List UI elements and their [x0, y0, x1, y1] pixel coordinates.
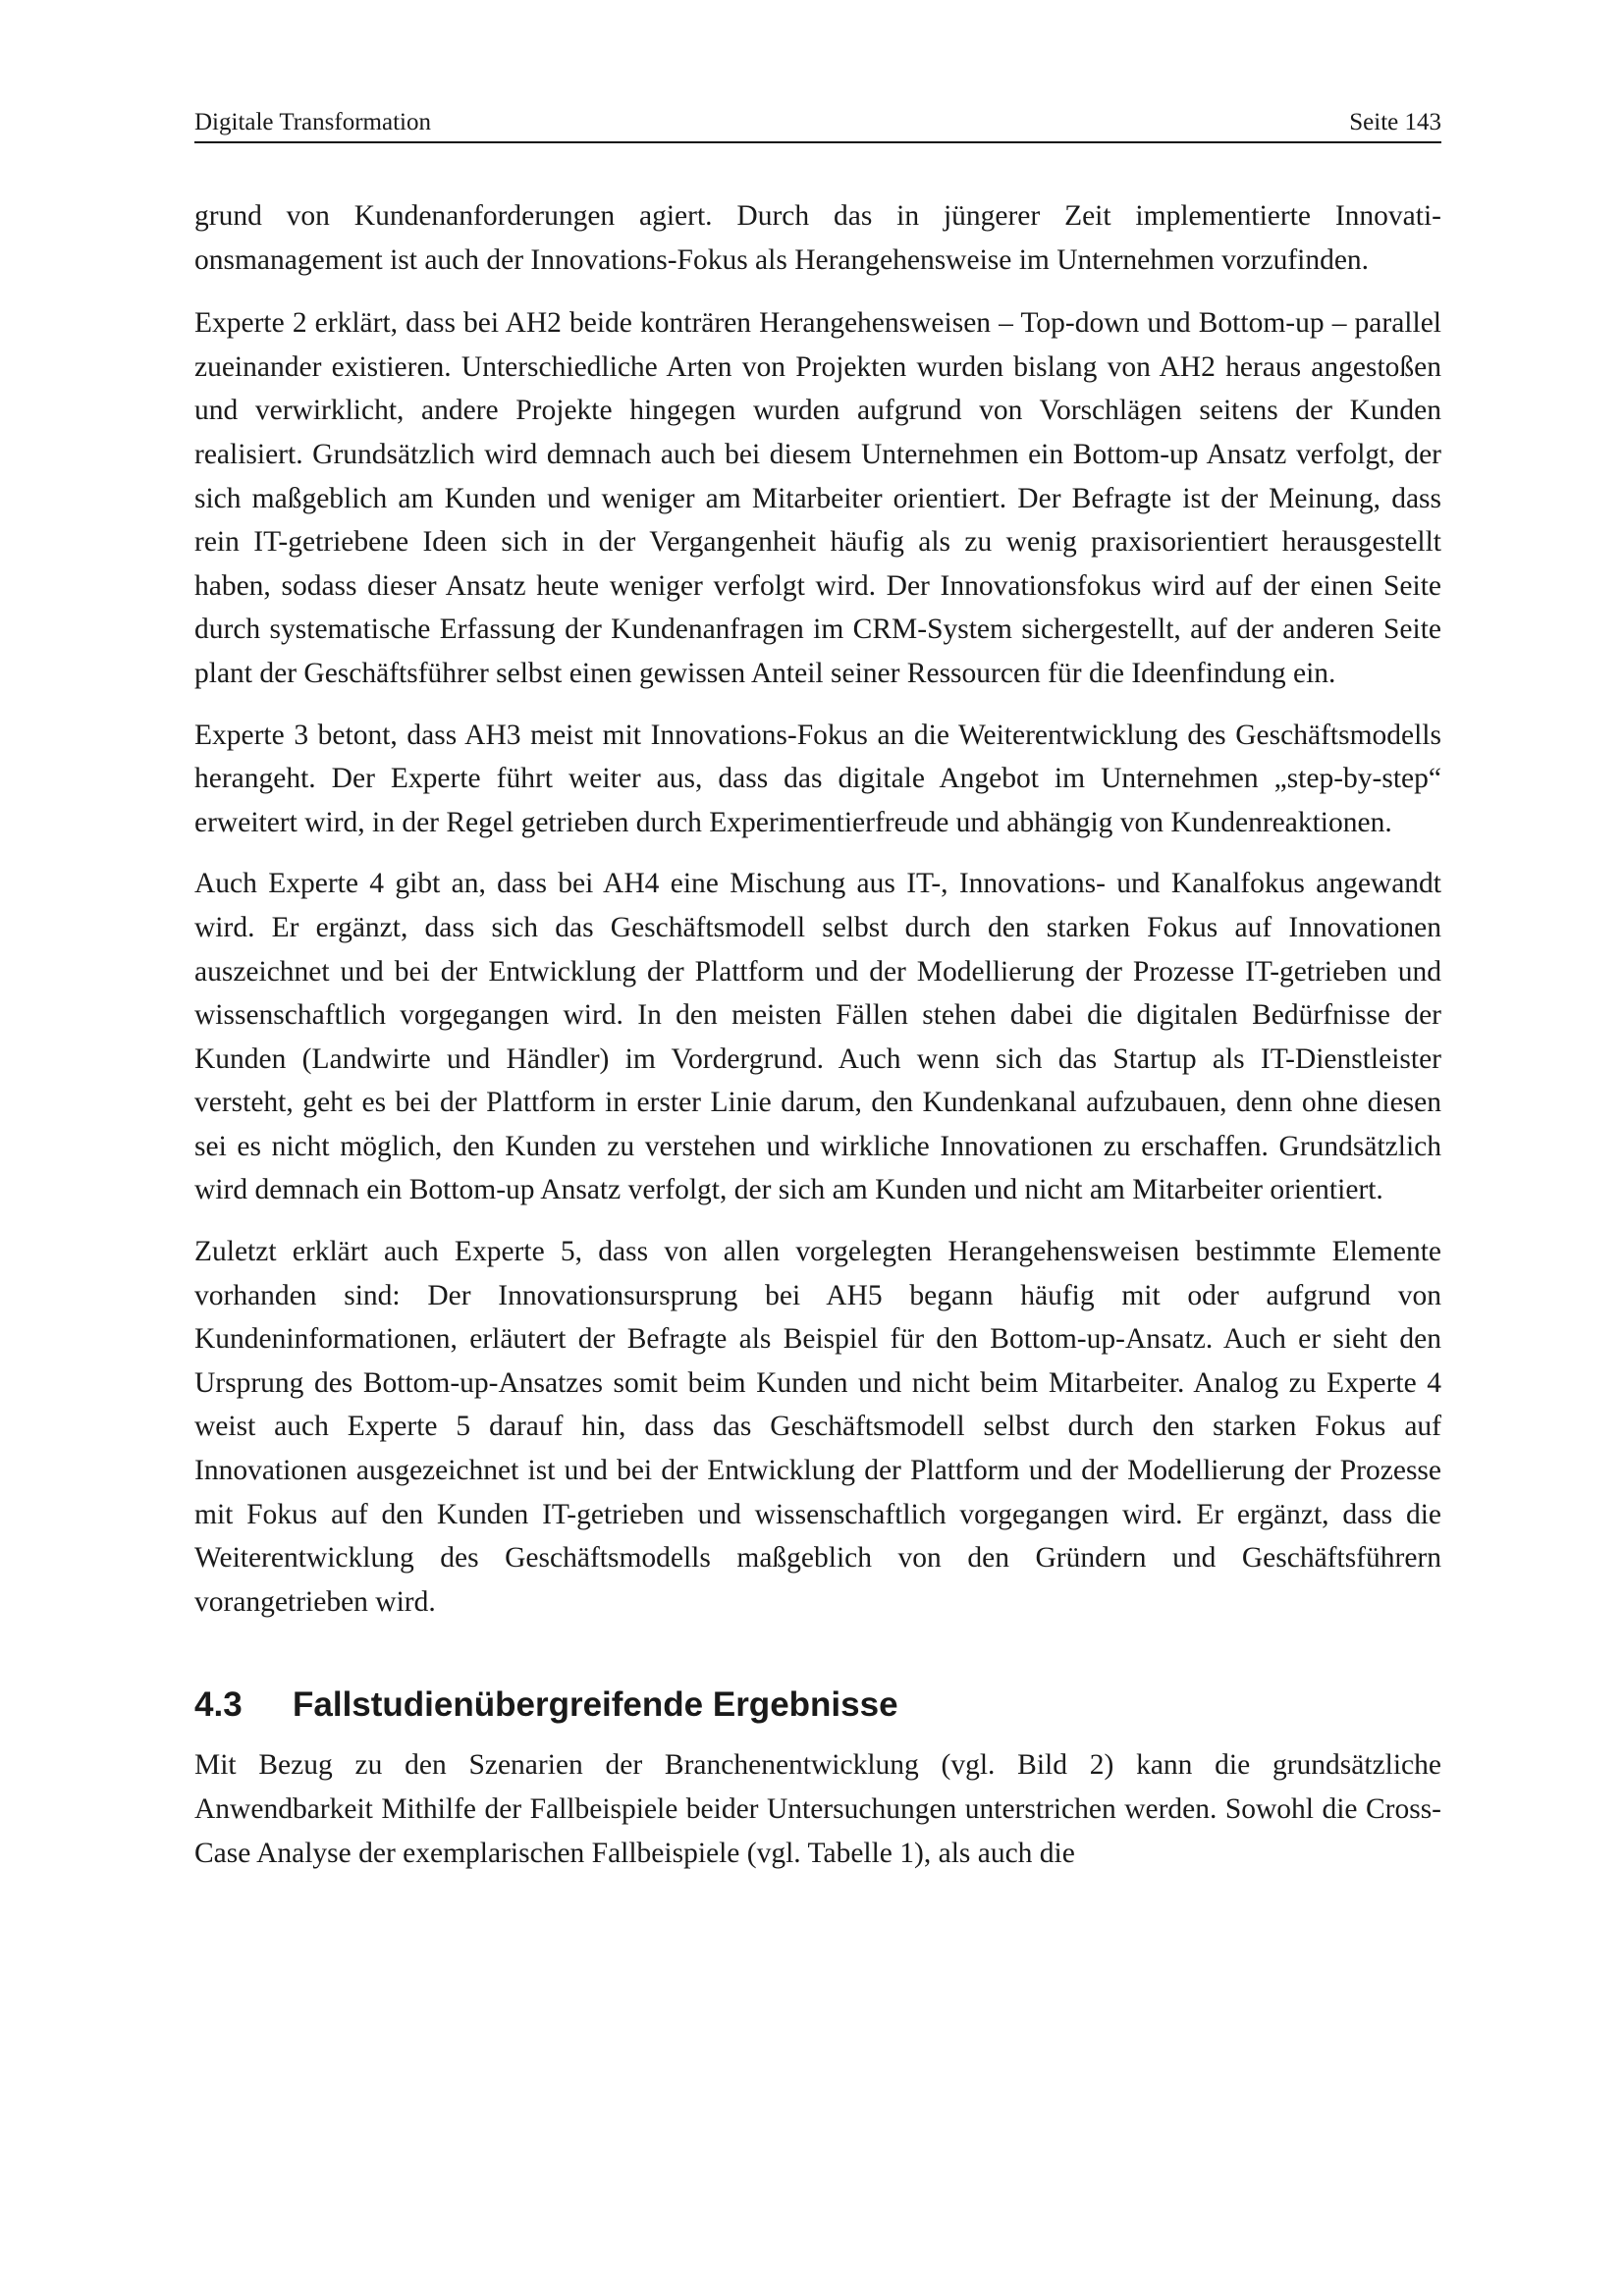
paragraph: grund von Kundenanforderungen agiert. Durch das in jüngerer Zeit implementierte Innovationsmanagement ist auch der Innovations-Fokus als Herangehensweise im Unternehmen vorzufinden.: [194, 200, 1441, 276]
paragraph: Auch Experte 4 gibt an, dass bei AH4 eine Mischung aus IT-, Innovations- und Kanalfokus angewandt wird. Er ergänzt, dass sich das Geschäftsmodell selbst durch den starken Fokus auf Innovationen auszeichnet und bei der Entwicklung der Plattform und der Modellierung der Prozesse IT-getrieben und wissenschaftlich vorgegangen wird. In den meisten Fällen stehen dabei die digitalen Bedürfnisse der Kunden (Landwirte und Händler) im Vordergrund. Auch wenn sich das Startup als IT-Dienstleister versteht, geht es bei der Plattform in erster Linie darum, den Kundenkanal aufzubauen, denn ohne diesen sei es nicht möglich, den Kunden zu verstehen und wirkliche Innovationen zu erschaffen. Grundsätzlich wird demnach ein Bottom-up Ansatz verfolgt, der sich am Kunden und nicht am Mitarbeiter orientiert.: [194, 868, 1441, 1206]
section-heading: [194, 1681, 1441, 1730]
header-title: Digitale Transformation: [194, 109, 431, 135]
page-number: Seite 143: [1349, 109, 1441, 135]
section-title: Fallstudienübergreifende Ergebnisse: [293, 1685, 898, 1725]
paragraph: Zuletzt erklärt auch Experte 5, dass von allen vorgelegten Herangehensweisen bestimmte Elemente vorhanden sind: Der Innovationsursprung bei AH5 begann häufig mit oder aufgrund von Kundeninformationen, erläutert der Befragte als Beispiel für den Bottom-up-Ansatz. Auch er sieht den Ursprung des Bottom-up-Ansatzes somit beim Kunden und nicht beim Mitarbeiter. Analog zu Experte 4 weist auch Experte 5 darauf hin, dass das Geschäftsmodell selbst durch den starken Fokus auf Innovationen ausgezeichnet ist und bei der Entwicklung der Plattform und der Modellierung der Prozesse mit Fokus auf den Kunden IT-getrieben und wissenschaftlich vorgegangen wird. Er ergänzt, dass die Weiterentwicklung des Geschäftsmodells maßgeblich von den Gründern und Geschäftsführern vorangetrieben wird.: [194, 1236, 1441, 1618]
document-page: [194, 0, 1441, 2296]
paragraph: Experte 3 betont, dass AH3 meist mit Innovations-Fokus an die Weiterentwicklung des Geschäftsmodells herangeht. Der Experte führt weiter aus, dass das digitale Angebot im Unternehmen „step-by-step“ erweitert wird, in der Regel getrieben durch Experimentierfreude und abhängig von Kundenreaktionen.: [194, 719, 1441, 838]
section-number: 4.3: [194, 1685, 243, 1725]
body-text: [194, 194, 1441, 1893]
paragraph: Experte 2 erklärt, dass bei AH2 beide konträren Herangehensweisen – Top-down und Bottom-up – parallel zueinander existieren. Unterschiedliche Arten von Projekten wurden bislang von AH2 heraus angestoßen und verwirklicht, andere Projekte hingegen wurden aufgrund von Vorschlägen seitens der Kunden realisiert. Grundsätzlich wird demnach auch bei diesem Unternehmen ein Bottom-up Ansatz verfolgt, der sich maßgeblich am Kunden und weniger am Mitarbeiter orientiert. Der Befragte ist der Meinung, dass rein IT-getriebene Ideen sich in der Vergangenheit häufig als zu wenig praxisorientiert herausgestellt haben, sodass dieser Ansatz heute weniger verfolgt wird. Der Innovationsfokus wird auf der einen Seite durch systematische Erfassung der Kundenanfragen im CRM-System sichergestellt, auf der anderen Seite plant der Geschäftsführer selbst einen gewissen Anteil seiner Ressourcen für die Ideenfindung ein.: [194, 307, 1441, 689]
running-header: [194, 108, 1441, 143]
paragraph: Mit Bezug zu den Szenarien der Branchenentwicklung (vgl. Bild 2) kann die grundsätzliche Anwendbarkeit Mithilfe der Fallbeispiele beider Untersuchungen unterstrichen werden. Sowohl die Cross-Case Analyse der exemplarischen Fallbeispiele (vgl. Tabelle 1), als auch die: [194, 1749, 1441, 1869]
